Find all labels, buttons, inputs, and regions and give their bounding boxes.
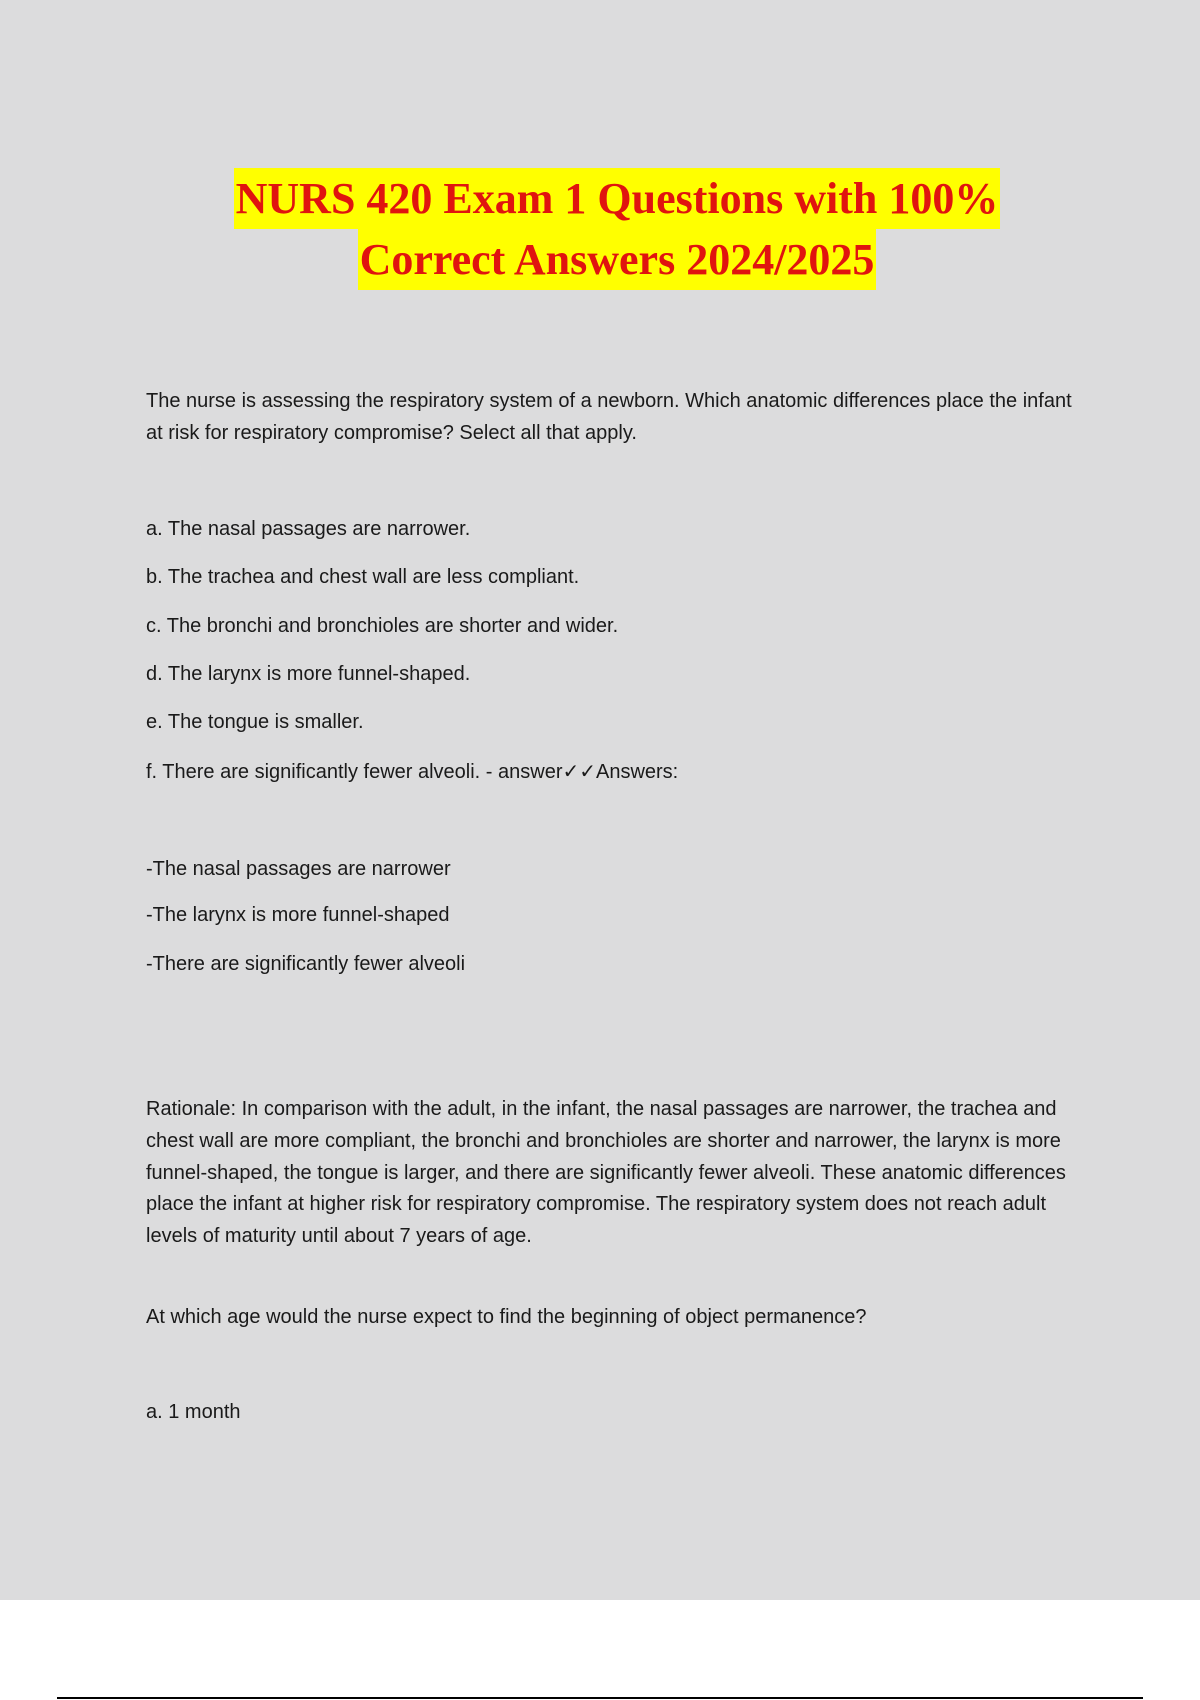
question-1-option-b: b. The trachea and chest wall are less compliant.: [146, 566, 580, 588]
question-1-option-e: e. The tongue is smaller.: [146, 711, 364, 733]
question-1-option-a: a. The nasal passages are narrower.: [146, 518, 471, 540]
question-1-answer: -There are significantly fewer alveoli: [146, 953, 466, 975]
question-2-prompt: At which age would the nurse expect to find the beginning of object permanence?: [146, 1306, 867, 1328]
question-2-option-a: a. 1 month: [146, 1401, 241, 1423]
question-1-option-f: f. There are significantly fewer alveoli. - answer✓✓Answers:: [146, 761, 679, 783]
title-line-1: NURS 420 Exam 1 Questions with 100%: [234, 168, 1001, 229]
question-1-answer: -The larynx is more funnel-shaped: [146, 904, 450, 926]
question-1-answer: -The nasal passages are narrower: [146, 858, 451, 880]
question-1-option-c: c. The bronchi and bronchioles are shorter and wider.: [146, 615, 619, 637]
footer-divider: [57, 1697, 1143, 1699]
document-title: [0, 168, 1200, 290]
question-1-prompt: The nurse is assessing the respiratory system of a newborn. Which anatomic differences place the infant at risk for respiratory compromise? Select all that apply.: [146, 390, 1072, 444]
title-line-2: Correct Answers 2024/2025: [358, 229, 877, 290]
question-1-option-d: d. The larynx is more funnel-shaped.: [146, 663, 471, 685]
question-1-rationale: Rationale: In comparison with the adult, in the infant, the nasal passages are narrower, the trachea and chest wall are more compliant, the bronchi and bronchioles are shorter and narrower, the larynx is more funnel-shaped, the tongue is larger, and there are significantly fewer alveoli. These anatomic differences place the infant at higher risk for respiratory compromise. The respiratory system does not reach adult levels of maturity until about 7 years of age.: [146, 1098, 1066, 1248]
